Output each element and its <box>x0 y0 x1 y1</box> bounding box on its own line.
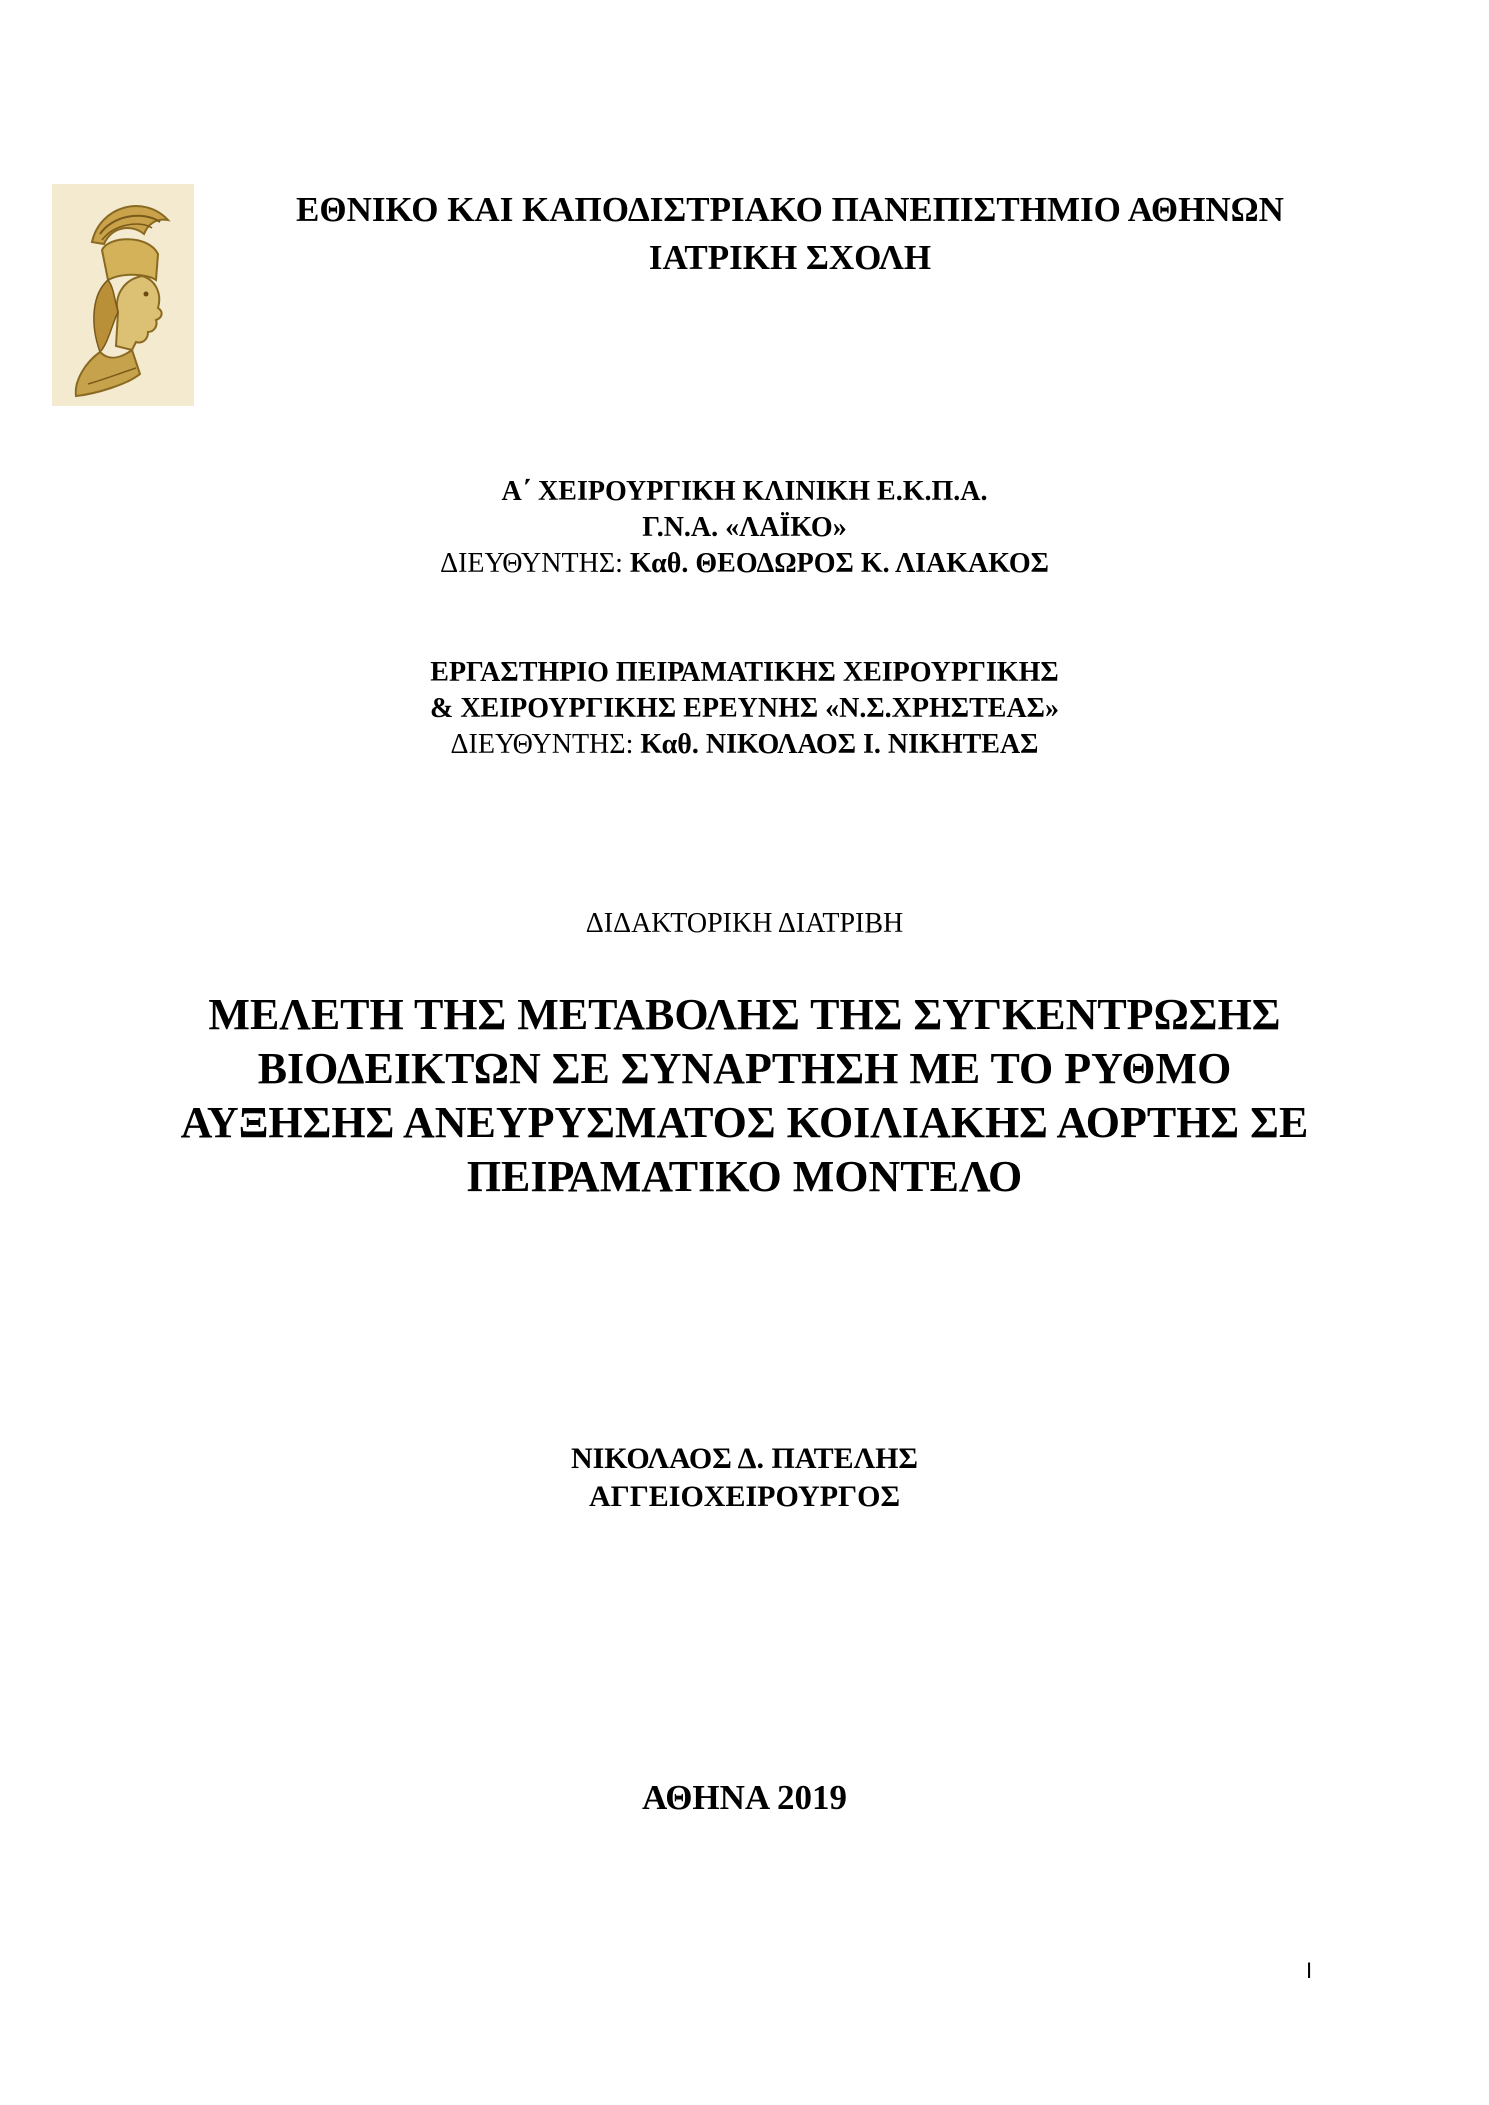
page-number: I <box>1306 1958 1313 1983</box>
thesis-title-line: ΑΥΞΗΣΗΣ ΑΝΕΥΡΥΣΜΑΤΟΣ ΚΟΙΛΙΑΚΗΣ ΑΟΡΤΗΣ ΣΕ <box>180 1098 1309 1147</box>
author-name: ΝΙΚΟΛΑΟΣ Δ. ΠΑΤΕΛΗΣ <box>570 1442 919 1475</box>
university-header <box>195 186 1385 282</box>
thesis-title <box>0 988 1489 1204</box>
place-year: ΑΘΗΝΑ 2019 <box>641 1778 848 1817</box>
author-role: ΑΓΓΕΙΟΧΕΙΡΟΥΡΓΟΣ <box>588 1480 901 1513</box>
school-name: ΙΑΤΡΙΚΗ ΣΧΟΛΗ <box>648 238 932 277</box>
athena-head-emblem-icon <box>52 184 194 406</box>
lab-director-name: Καθ. ΝΙΚΟΛΑΟΣ Ι. ΝΙΚΗΤΕΑΣ <box>640 729 1039 760</box>
thesis-title-line: ΒΙΟΔΕΙΚΤΩΝ ΣΕ ΣΥΝΑΡΤΗΣΗ ΜΕ ΤΟ ΡΥΘΜΟ <box>257 1044 1232 1093</box>
thesis-title-line: ΜΕΛΕΤΗ ΤΗΣ ΜΕΤΑΒΟΛΗΣ ΤΗΣ ΣΥΓΚΕΝΤΡΩΣΗΣ <box>208 990 1281 1039</box>
university-name: ΕΘΝΙΚΟ ΚΑΙ ΚΑΠΟΔΙΣΤΡΙΑΚΟ ΠΑΝΕΠΙΣΤΗΜΙΟ ΑΘΗΝΩΝ <box>296 190 1284 229</box>
clinic-director-line <box>0 546 1489 582</box>
lab-name-line2: & ΧΕΙΡΟΥΡΓΙΚΗΣ ΕΡΕΥΝΗΣ «Ν.Σ.ΧΡΗΣΤΕΑΣ» <box>430 693 1059 724</box>
lab-director-line <box>0 727 1489 763</box>
clinic-block <box>0 474 1489 582</box>
clinic-name: Α΄ ΧΕΙΡΟΥΡΓΙΚΗ ΚΛΙΝΙΚΗ Ε.Κ.Π.Α. <box>501 476 988 507</box>
thesis-type: ΔΙΔΑΚΤΟΡΙΚΗ ΔΙΑΤΡΙΒΗ <box>585 908 904 939</box>
author-block <box>0 1440 1489 1516</box>
clinic-director-name: Καθ. ΘΕΟΔΩΡΟΣ Κ. ΛΙΑΚΑΚΟΣ <box>629 548 1049 579</box>
lab-block <box>0 655 1489 763</box>
clinic-director-label: ΔΙΕΥΘΥΝΤΗΣ: <box>440 548 623 579</box>
lab-director-label: ΔΙΕΥΘΥΝΤΗΣ: <box>450 729 634 760</box>
lab-name-line1: ΕΡΓΑΣΤΗΡΙΟ ΠΕΙΡΑΜΑΤΙΚΗΣ ΧΕΙΡΟΥΡΓΙΚΗΣ <box>430 657 1059 688</box>
thesis-title-line: ΠΕΙΡΑΜΑΤΙΚΟ ΜΟΝΤΕΛΟ <box>466 1152 1023 1201</box>
hospital-name: Γ.Ν.Α. «ΛΑΪΚΟ» <box>642 512 847 543</box>
